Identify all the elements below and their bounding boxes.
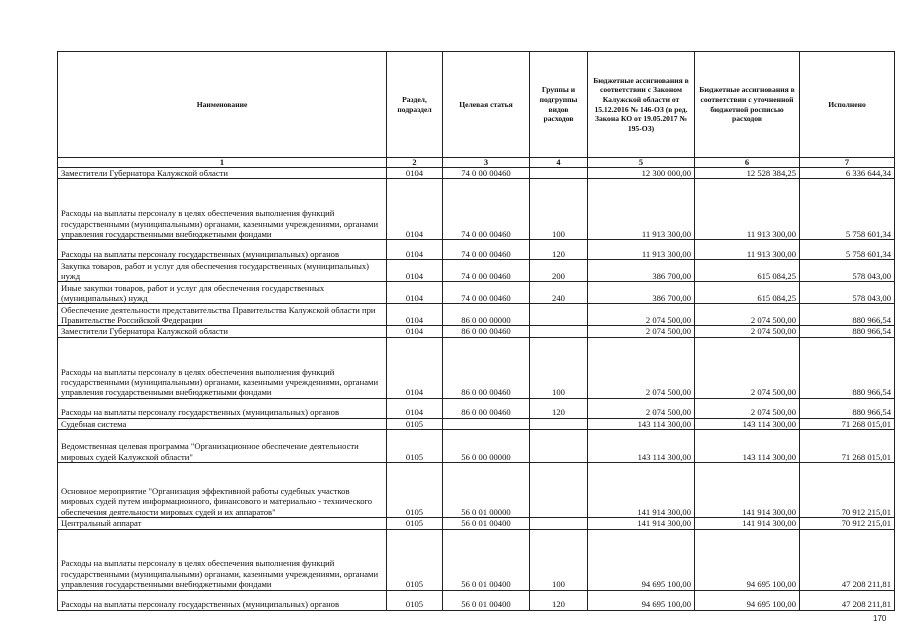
row-group: 100 bbox=[530, 529, 588, 590]
column-number-row bbox=[58, 158, 895, 168]
row-budget-updated: 12 528 384,25 bbox=[695, 168, 800, 179]
row-budget-law: 141 914 300,00 bbox=[588, 518, 695, 529]
row-section: 0104 bbox=[387, 326, 443, 337]
row-budget-updated: 2 074 500,00 bbox=[695, 304, 800, 326]
row-group bbox=[530, 430, 588, 463]
column-number: 3 bbox=[443, 158, 530, 168]
column-number: 1 bbox=[58, 158, 387, 168]
row-group bbox=[530, 326, 588, 337]
row-group: 100 bbox=[530, 337, 588, 398]
row-target: 86 0 00 00460 bbox=[443, 337, 530, 398]
row-target: 56 0 01 00000 bbox=[443, 463, 530, 518]
row-budget-law: 2 074 500,00 bbox=[588, 326, 695, 337]
header-section: Раздел, подраздел bbox=[387, 52, 443, 158]
row-section: 0105 bbox=[387, 430, 443, 463]
table-row bbox=[58, 260, 895, 282]
column-number: 4 bbox=[530, 158, 588, 168]
header-budget-updated: Бюджетные ассигнования в соответствии с уточненной бюджетной росписью расходов bbox=[695, 52, 800, 158]
row-budget-updated: 141 914 300,00 bbox=[695, 463, 800, 518]
row-group: 120 bbox=[530, 590, 588, 610]
row-group bbox=[530, 518, 588, 529]
row-section: 0104 bbox=[387, 240, 443, 260]
row-executed: 578 043,00 bbox=[800, 260, 895, 282]
row-executed: 47 208 211,81 bbox=[800, 590, 895, 610]
column-number: 2 bbox=[387, 158, 443, 168]
table-row bbox=[58, 304, 895, 326]
row-budget-law: 2 074 500,00 bbox=[588, 398, 695, 418]
row-budget-law: 94 695 100,00 bbox=[588, 529, 695, 590]
row-section: 0104 bbox=[387, 168, 443, 179]
row-group: 240 bbox=[530, 282, 588, 304]
row-group: 120 bbox=[530, 398, 588, 418]
row-executed: 70 912 215,01 bbox=[800, 463, 895, 518]
row-executed: 71 268 015,01 bbox=[800, 430, 895, 463]
row-executed: 578 043,00 bbox=[800, 282, 895, 304]
row-group bbox=[530, 304, 588, 326]
row-section: 0104 bbox=[387, 398, 443, 418]
row-budget-updated: 615 084,25 bbox=[695, 260, 800, 282]
row-target: 74 0 00 00460 bbox=[443, 168, 530, 179]
row-target: 74 0 00 00460 bbox=[443, 260, 530, 282]
row-executed: 880 966,54 bbox=[800, 304, 895, 326]
row-group bbox=[530, 463, 588, 518]
row-budget-law: 94 695 100,00 bbox=[588, 590, 695, 610]
table-row bbox=[58, 590, 895, 610]
header-row bbox=[58, 52, 895, 158]
row-budget-updated: 94 695 100,00 bbox=[695, 590, 800, 610]
table-row bbox=[58, 398, 895, 418]
row-budget-law: 143 114 300,00 bbox=[588, 418, 695, 429]
row-budget-law: 141 914 300,00 bbox=[588, 463, 695, 518]
row-budget-law: 143 114 300,00 bbox=[588, 430, 695, 463]
header-groups: Группы и подгруппы видов расходов bbox=[530, 52, 588, 158]
row-executed: 5 758 601,34 bbox=[800, 240, 895, 260]
row-name: Основное мероприятие "Организация эффективной работы судебных участков мировых судей путем информационного, финансового и материально - технического обеспечения деятельности мировых судей и их аппаратов" bbox=[58, 463, 387, 518]
row-budget-updated: 2 074 500,00 bbox=[695, 337, 800, 398]
column-number: 5 bbox=[588, 158, 695, 168]
row-section: 0104 bbox=[387, 179, 443, 240]
row-target: 56 0 00 00000 bbox=[443, 430, 530, 463]
budget-table-sheet bbox=[57, 51, 894, 611]
page-number: 170 bbox=[873, 614, 887, 623]
row-budget-law: 11 913 300,00 bbox=[588, 240, 695, 260]
column-number: 6 bbox=[695, 158, 800, 168]
row-name: Ведомственная целевая программа "Организационное обеспечение деятельности мировых судей Калужской области" bbox=[58, 430, 387, 463]
row-executed: 71 268 015,01 bbox=[800, 418, 895, 429]
row-budget-law: 11 913 300,00 bbox=[588, 179, 695, 240]
table-row bbox=[58, 240, 895, 260]
row-budget-law: 12 300 000,00 bbox=[588, 168, 695, 179]
table-row bbox=[58, 418, 895, 429]
row-executed: 6 336 644,34 bbox=[800, 168, 895, 179]
table-row bbox=[58, 518, 895, 529]
row-executed: 880 966,54 bbox=[800, 337, 895, 398]
row-budget-updated: 11 913 300,00 bbox=[695, 179, 800, 240]
header-executed: Исполнено bbox=[800, 52, 895, 158]
row-section: 0104 bbox=[387, 260, 443, 282]
row-budget-updated: 143 114 300,00 bbox=[695, 418, 800, 429]
row-name: Расходы на выплаты персоналу государственных (муниципальных) органов bbox=[58, 590, 387, 610]
table-row bbox=[58, 430, 895, 463]
row-budget-law: 386 700,00 bbox=[588, 282, 695, 304]
row-group: 100 bbox=[530, 179, 588, 240]
row-section: 0105 bbox=[387, 463, 443, 518]
row-group: 120 bbox=[530, 240, 588, 260]
header-target: Целевая статья bbox=[443, 52, 530, 158]
row-target: 56 0 01 00400 bbox=[443, 518, 530, 529]
row-section: 0105 bbox=[387, 590, 443, 610]
header-budget-law: Бюджетные ассигнования в соответствии с Законом Калужской области от 15.12.2016 № 146-ОЗ (в ред. Закона КО от 19.05.2017 № 195-ОЗ) bbox=[588, 52, 695, 158]
row-section: 0104 bbox=[387, 337, 443, 398]
row-section: 0105 bbox=[387, 518, 443, 529]
row-budget-law: 386 700,00 bbox=[588, 260, 695, 282]
budget-execution-table bbox=[57, 51, 895, 611]
row-target: 74 0 00 00460 bbox=[443, 282, 530, 304]
row-target: 74 0 00 00460 bbox=[443, 240, 530, 260]
row-name: Иные закупки товаров, работ и услуг для обеспечения государственных (муниципальных) нужд bbox=[58, 282, 387, 304]
row-budget-law: 2 074 500,00 bbox=[588, 337, 695, 398]
row-group bbox=[530, 168, 588, 179]
row-executed: 880 966,54 bbox=[800, 398, 895, 418]
row-target: 86 0 00 00460 bbox=[443, 326, 530, 337]
row-target bbox=[443, 418, 530, 429]
row-budget-updated: 2 074 500,00 bbox=[695, 326, 800, 337]
row-name: Расходы на выплаты персоналу в целях обеспечения выполнения функций государственными (муниципальными) органами, казенными учреждениями, органами управления государственными внебюджетными фондами bbox=[58, 337, 387, 398]
row-name: Расходы на выплаты персоналу государственных (муниципальных) органов bbox=[58, 398, 387, 418]
row-executed: 47 208 211,81 bbox=[800, 529, 895, 590]
table-row bbox=[58, 337, 895, 398]
row-budget-updated: 94 695 100,00 bbox=[695, 529, 800, 590]
row-budget-law: 2 074 500,00 bbox=[588, 304, 695, 326]
row-section: 0104 bbox=[387, 304, 443, 326]
row-name: Расходы на выплаты персоналу в целях обеспечения выполнения функций государственными (муниципальными) органами, казенными учреждениями, органами управления государственными внебюджетными фондами bbox=[58, 529, 387, 590]
row-target: 56 0 01 00400 bbox=[443, 590, 530, 610]
table-row bbox=[58, 179, 895, 240]
row-group: 200 bbox=[530, 260, 588, 282]
row-executed: 5 758 601,34 bbox=[800, 179, 895, 240]
header-name: Наименование bbox=[58, 52, 387, 158]
row-budget-updated: 11 913 300,00 bbox=[695, 240, 800, 260]
column-number: 7 bbox=[800, 158, 895, 168]
row-target: 56 0 01 00400 bbox=[443, 529, 530, 590]
row-name: Судебная система bbox=[58, 418, 387, 429]
row-budget-updated: 141 914 300,00 bbox=[695, 518, 800, 529]
row-name: Заместители Губернатора Калужской области bbox=[58, 326, 387, 337]
row-group bbox=[530, 418, 588, 429]
row-budget-updated: 143 114 300,00 bbox=[695, 430, 800, 463]
table-row bbox=[58, 282, 895, 304]
row-name: Центральный аппарат bbox=[58, 518, 387, 529]
table-row bbox=[58, 168, 895, 179]
row-name: Заместители Губернатора Калужской области bbox=[58, 168, 387, 179]
row-budget-updated: 615 084,25 bbox=[695, 282, 800, 304]
row-target: 74 0 00 00460 bbox=[443, 179, 530, 240]
row-budget-updated: 2 074 500,00 bbox=[695, 398, 800, 418]
row-name: Расходы на выплаты персоналу в целях обеспечения выполнения функций государственными (муниципальными) органами, казенными учреждениями, органами управления государственными внебюджетными фондами bbox=[58, 179, 387, 240]
table-row bbox=[58, 463, 895, 518]
row-target: 86 0 00 00000 bbox=[443, 304, 530, 326]
row-name: Расходы на выплаты персоналу государственных (муниципальных) органов bbox=[58, 240, 387, 260]
table-row bbox=[58, 326, 895, 337]
table-row bbox=[58, 529, 895, 590]
row-section: 0104 bbox=[387, 282, 443, 304]
row-name: Закупка товаров, работ и услуг для обеспечения государственных (муниципальных) нужд bbox=[58, 260, 387, 282]
row-name: Обеспечение деятельности представительства Правительства Калужской области при Правительстве Российской Федерации bbox=[58, 304, 387, 326]
row-executed: 880 966,54 bbox=[800, 326, 895, 337]
row-section: 0105 bbox=[387, 418, 443, 429]
row-section: 0105 bbox=[387, 529, 443, 590]
row-executed: 70 912 215,01 bbox=[800, 518, 895, 529]
row-target: 86 0 00 00460 bbox=[443, 398, 530, 418]
